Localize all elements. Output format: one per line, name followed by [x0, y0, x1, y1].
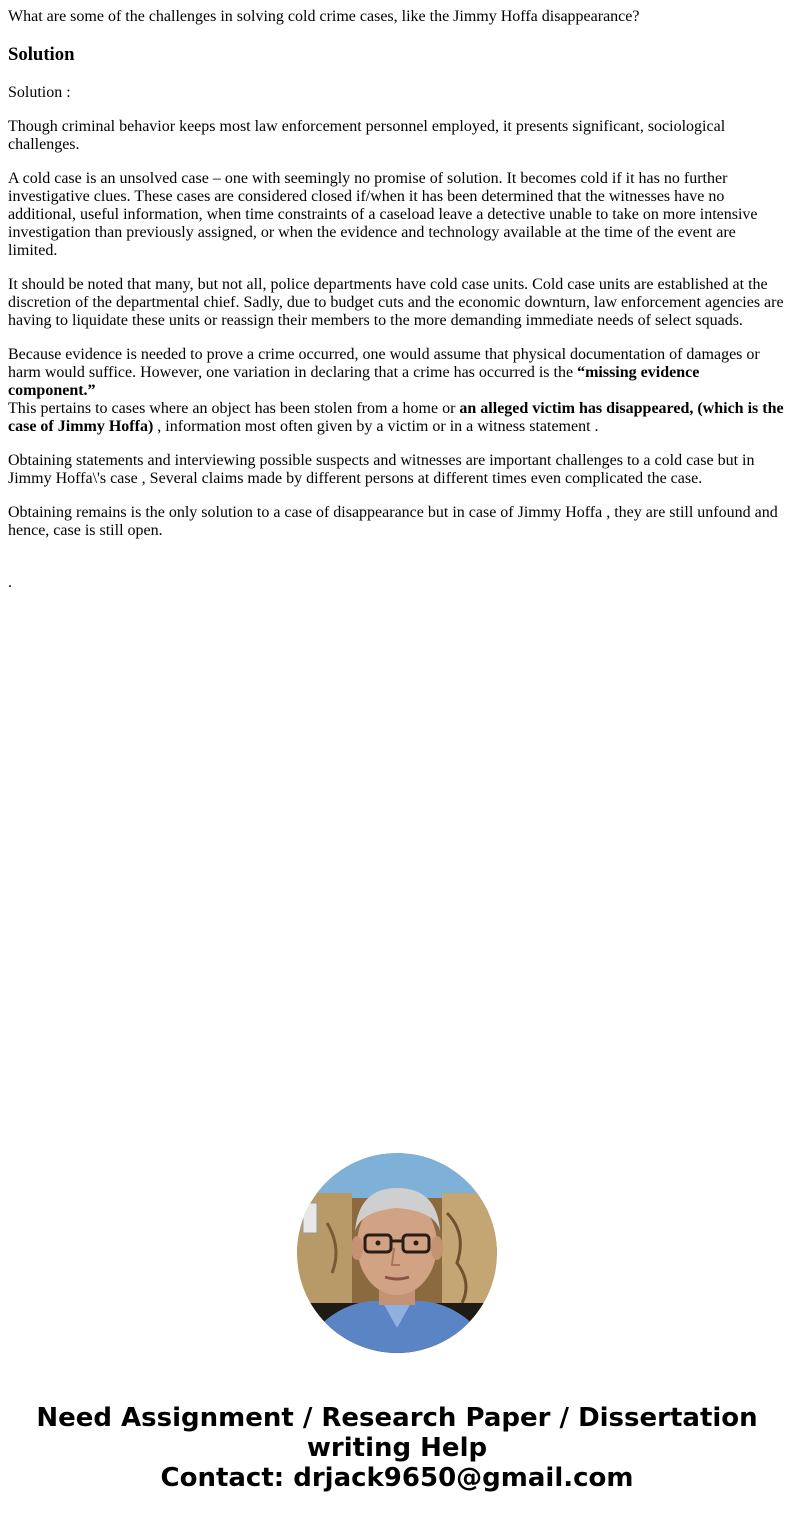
promo-contact: Contact: drjack9650@gmail.com: [160, 1463, 634, 1493]
paragraph-intro: Though criminal behavior keeps most law enforcement personnel employed, it presents significant, sociological challenges.: [8, 118, 726, 153]
author-photo: [297, 1153, 497, 1353]
missing-evidence-tail: , information most often given by a victim or in a witness statement .: [153, 418, 599, 435]
solution-heading: Solution: [8, 44, 75, 65]
question-text: What are some of the challenges in solving cold crime cases, like the Jimmy Hoffa disappearance?: [8, 8, 640, 25]
promo-line-1: Need Assignment / Research Paper / Dissertation: [36, 1403, 758, 1433]
solution-label: Solution :: [8, 84, 71, 101]
paragraph-remains: Obtaining remains is the only solution to a case of disappearance but in case of Jimmy Hoffa , they are still unfound and hence, case is still open.: [8, 504, 778, 539]
document-body: [8, 8, 786, 608]
paragraph-cold-case-units: It should be noted that many, but not all, police departments have cold case units. Cold case units are established at the discretion of the departmental chief. Sadly, due to budget cuts and the economic downturn, law enforcement agencies are having to liquidate these units or reassign their members to the more demanding immediate needs of select squads.: [8, 276, 784, 329]
missing-evidence-term: “missing evidence component.”: [8, 364, 700, 399]
hoffa-emphasis: an alleged victim has disappeared, (which is the case of Jimmy Hoffa): [8, 400, 784, 435]
trailing-dot: .: [8, 574, 12, 591]
missing-evidence-cases: This pertains to cases where an object has been stolen from a home or: [8, 400, 460, 417]
paragraph-cold-case-definition: A cold case is an unsolved case – one with seemingly no promise of solution. It becomes cold if it has no further investigative clues. These cases are considered closed if/when it has been determined that the witnesses have no additional, useful information, when time constraints of a caseload leave a detective unable to take on more intensive investigation than previously assigned, or when the evidence and technology available at the time of the event are limited.: [8, 170, 758, 259]
paragraph-missing-evidence: [8, 346, 786, 436]
missing-evidence-intro: Because evidence is needed to prove a crime occurred, one would assume that physical documentation of damages or harm would suffice. However, one variation in declaring that a crime has occurred is the: [8, 346, 760, 381]
promo-line-2: writing Help: [306, 1433, 488, 1463]
paragraph-statements: Obtaining statements and interviewing possible suspects and witnesses are important challenges to a cold case but in Jimmy Hoffa\'s case , Several claims made by different persons at different times even complicated the case.: [8, 452, 755, 487]
author-photo-illustration: [297, 1153, 497, 1353]
promo-banner: [0, 1403, 794, 1493]
